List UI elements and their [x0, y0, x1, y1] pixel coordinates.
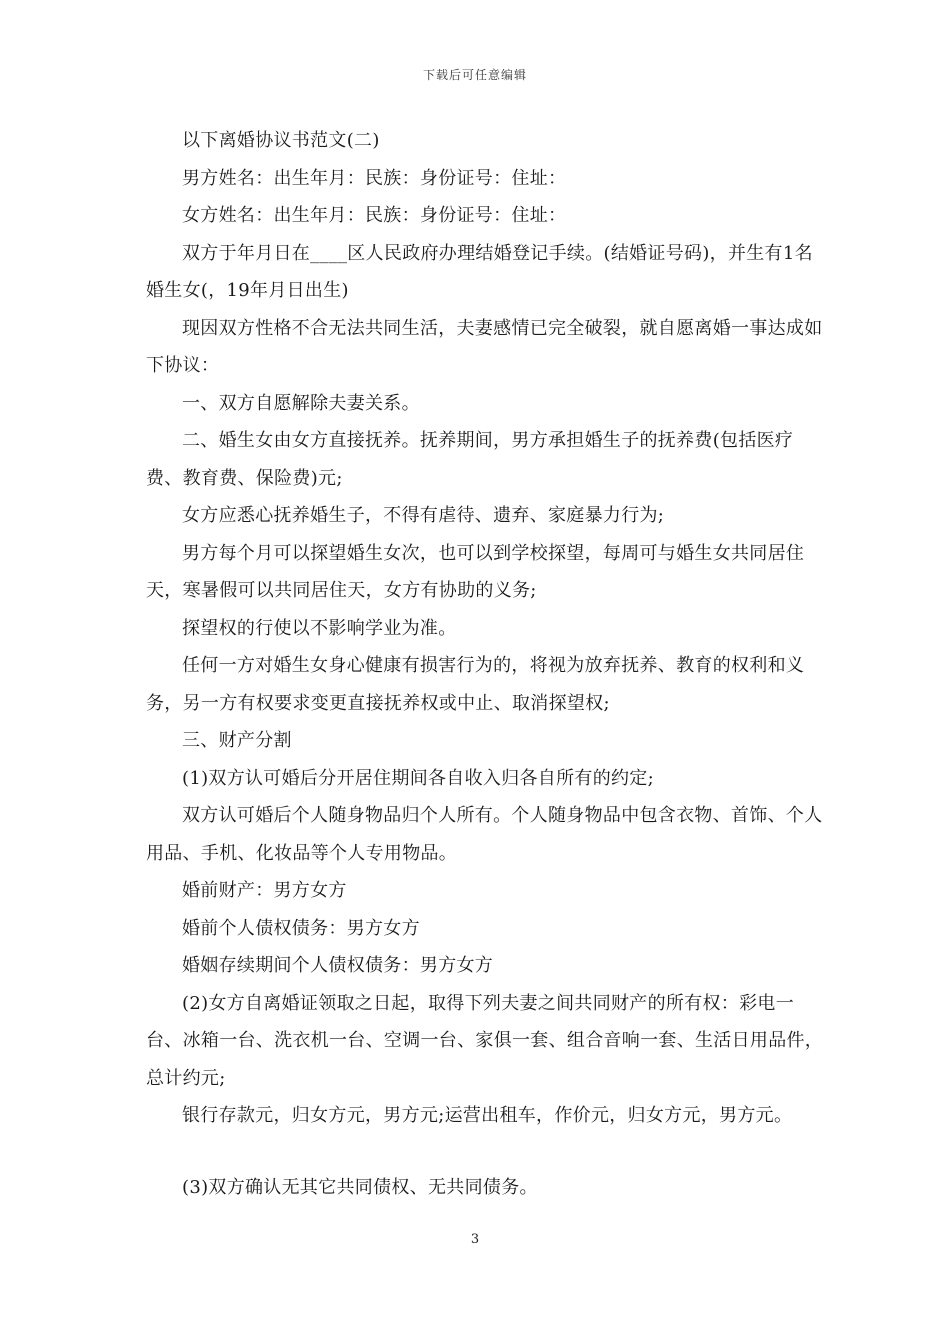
clause-2-harm: 任何一方对婚生女身心健康有损害行为的，将视为放弃抚养、教育的权利和义务，另一方有权要求变更直接抚养权或中止、取消探望权;: [146, 655, 805, 714]
clause-1: 一、双方自愿解除夫妻关系。: [182, 392, 420, 414]
male-info-line: 男方姓名：出生年月：民族：身份证号：住址：: [182, 167, 567, 189]
clause-2-visitation-rule: 探望权的行使以不影响学业为准。: [182, 617, 457, 639]
premarital-debts: 婚前个人债权债务：男方女方: [182, 917, 420, 939]
marriage-registration-paragraph: 双方于年月日在____区人民政府办理结婚登记手续。(结婚证号码)，并生有1名婚生女(，19年月日出生): [146, 242, 813, 301]
page-header: 下载后可任意编辑: [422, 68, 527, 82]
document-title: 以下离婚协议书范文(二): [182, 130, 380, 151]
clause-3-heading: 三、财产分割: [182, 730, 292, 751]
clause-2: 二、婚生女由女方直接抚养。抚养期间，男方承担婚生子的抚养费(包括医疗费、教育费、保险费)元;: [146, 430, 794, 489]
bank-deposit-line: 银行存款元，归女方元，男方元;运营出租车，作价元，归女方元，男方元。: [182, 1105, 793, 1126]
clause-3-item-2: (2)女方自离婚证领取之日起，取得下列夫妻之间共同财产的所有权：彩电一台、冰箱一台、洗衣机一台、空调一台、家俱一套、组合音响一套、生活日用品件，总计约元;: [146, 992, 824, 1089]
document-body: [146, 122, 826, 1206]
clause-3-item-1: (1)双方认可婚后分开居住期间各自收入归各自所有的约定;: [182, 767, 654, 789]
clause-2-care: 女方应悉心抚养婚生子，不得有虐待、遗弃、家庭暴力行为;: [182, 505, 665, 526]
page-number: 3: [470, 1232, 480, 1247]
clause-2-visitation: 男方每个月可以探望婚生女次，也可以到学校探望，每周可与婚生女共同居住天，寒暑假可以共同居住天，女方有协助的义务;: [146, 542, 805, 601]
divorce-reason-paragraph: 现因双方性格不合无法共同生活，夫妻感情已完全破裂，就自愿离婚一事达成如下协议：: [146, 317, 823, 376]
clause-3-personal-items: 双方认可婚后个人随身物品归个人所有。个人随身物品中包含衣物、首饰、个人用品、手机、化妆品等个人专用物品。: [146, 805, 823, 864]
paragraph-gap: [146, 1135, 826, 1169]
female-info-line: 女方姓名：出生年月：民族：身份证号：住址：: [182, 205, 567, 226]
clause-3-item-3: (3)双方确认无其它共同债权、无共同债务。: [182, 1176, 538, 1198]
marital-debts: 婚姻存续期间个人债权债务：男方女方: [182, 955, 494, 976]
premarital-property: 婚前财产：男方女方: [182, 880, 347, 901]
